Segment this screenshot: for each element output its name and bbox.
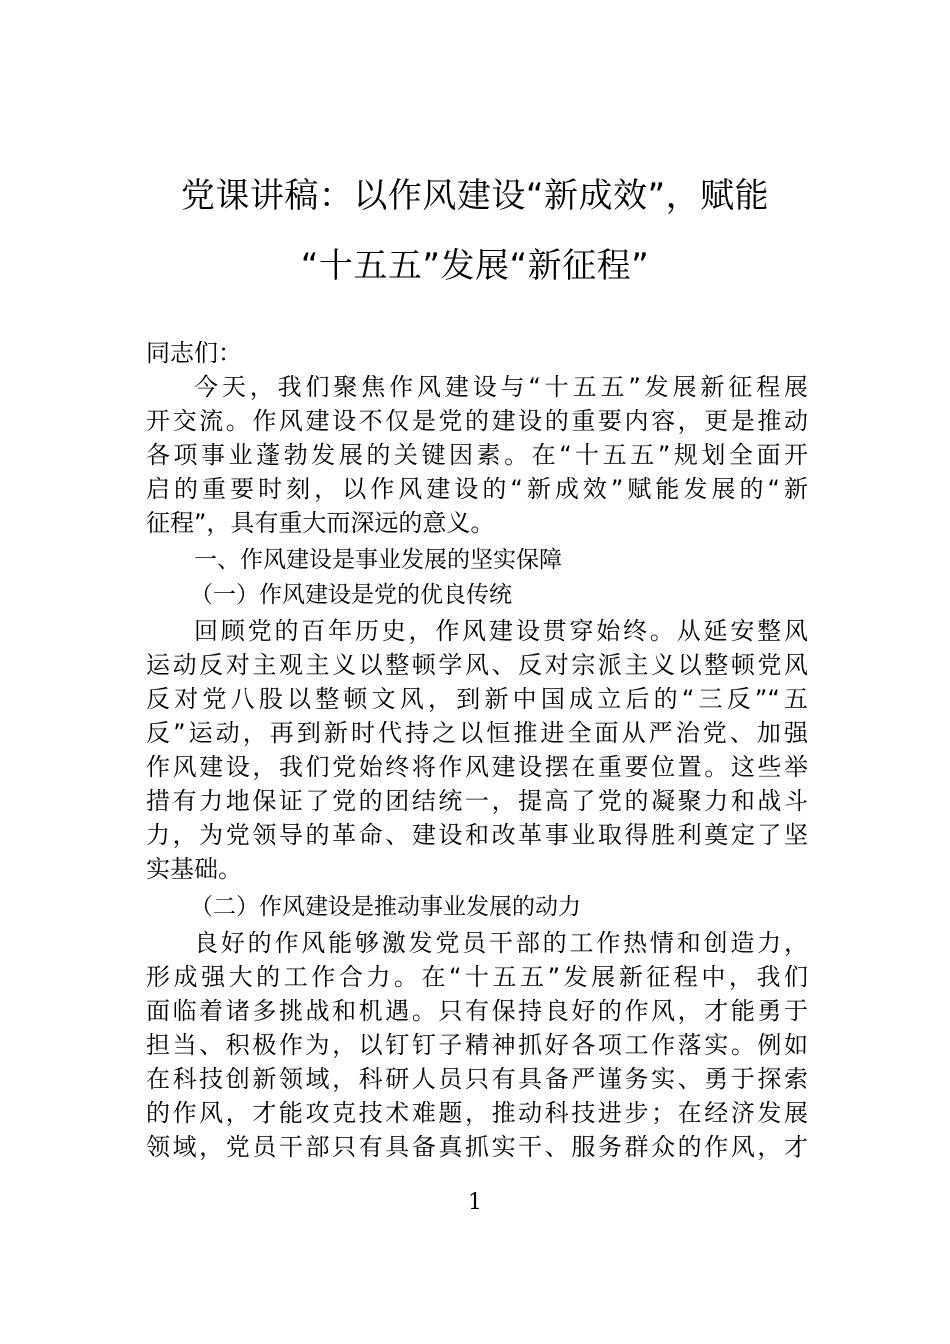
paragraph-line: 的作风，才能攻克技术难题，推动科技进步；在经济发展 <box>146 1099 808 1127</box>
paragraph-line: 良好的作风能够激发党员干部的工作热情和创造力， <box>194 929 808 957</box>
paragraph-line: 反对党八股以整顿文风，到新中国成立后的“三反”“五 <box>146 685 808 713</box>
paragraph-line: 反”运动，再到新时代持之以恒推进全面从严治党、加强 <box>146 719 808 747</box>
paragraph-line: 担当、积极作为，以钉钉子精神抓好各项工作落实。例如 <box>146 1031 808 1059</box>
paragraph-line: 作风建设，我们党始终将作风建设摆在重要位置。这些举 <box>146 753 808 781</box>
paragraph-line: 启的重要时刻，以作风建设的“新成效”赋能发展的“新 <box>146 475 808 503</box>
paragraph-line: 形成强大的工作合力。在“十五五”发展新征程中，我们 <box>146 963 808 991</box>
paragraph-line: 各项事业蓬勃发展的关键因素。在“十五五”规划全面开 <box>146 441 808 469</box>
paragraph-line: 征程”，具有重大而深远的意义。 <box>146 509 495 537</box>
paragraph-line: 实基础。 <box>146 855 242 883</box>
document-title-line-2: “十五五”发展“新征程” <box>300 246 650 286</box>
page-number: 1 <box>468 1190 482 1215</box>
greeting: 同志们： <box>146 339 242 367</box>
paragraph-line: 今天，我们聚焦作风建设与“十五五”发展新征程展 <box>194 373 808 401</box>
document-title-line-1: 党课讲稿：以作风建设“新成效”，赋能 <box>180 176 770 216</box>
paragraph-line: 运动反对主观主义以整顿学风、反对宗派主义以整顿党风 <box>146 651 808 679</box>
subsection-heading-2: （二）作风建设是推动事业发展的动力 <box>190 894 581 920</box>
paragraph-line: 开交流。作风建设不仅是党的建设的重要内容，更是推动 <box>146 407 808 435</box>
section-heading-1: 一、作风建设是事业发展的坚实保障 <box>194 547 562 573</box>
paragraph-line: 力，为党领导的革命、建设和改革事业取得胜利奠定了坚 <box>146 821 808 849</box>
paragraph-line: 领域，党员干部只有具备真抓实干、服务群众的作风，才 <box>146 1133 808 1161</box>
paragraph-line: 在科技创新领域，科研人员只有具备严谨务实、勇于探索 <box>146 1065 808 1093</box>
paragraph-line: 措有力地保证了党的团结统一，提高了党的凝聚力和战斗 <box>146 787 808 815</box>
paragraph-line: 面临着诸多挑战和机遇。只有保持良好的作风，才能勇于 <box>146 997 808 1025</box>
paragraph-line: 回顾党的百年历史，作风建设贯穿始终。从延安整风 <box>194 617 808 645</box>
subsection-heading-1: （一）作风建设是党的优良传统 <box>190 582 512 608</box>
